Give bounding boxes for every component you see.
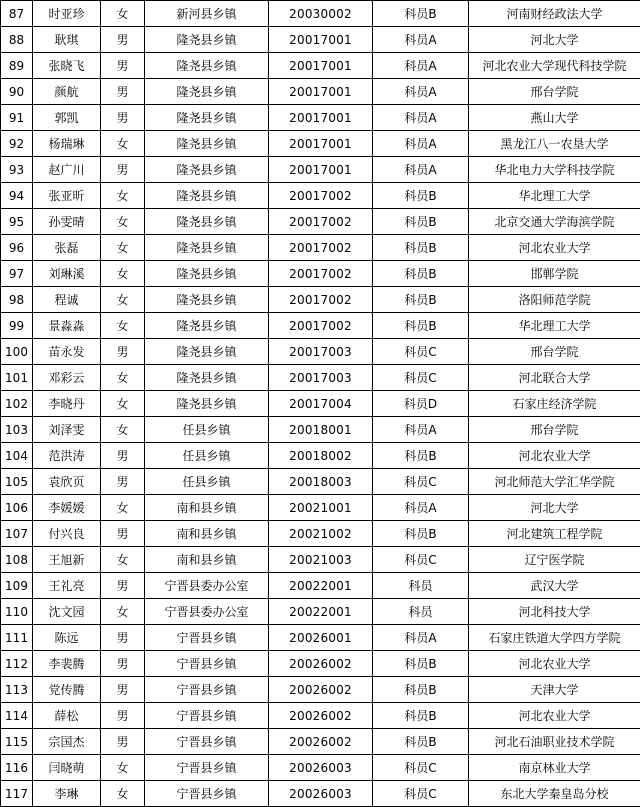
cell-school: 河北农业大学 (469, 703, 640, 729)
cell-name: 闫晓萌 (33, 755, 101, 781)
cell-code: 20030002 (269, 1, 373, 27)
cell-code: 20017004 (269, 391, 373, 417)
cell-code: 20017003 (269, 339, 373, 365)
cell-gender: 男 (101, 729, 145, 755)
cell-code: 20017001 (269, 157, 373, 183)
cell-school: 河北大学 (469, 495, 640, 521)
cell-unit: 隆尧县乡镇 (145, 235, 269, 261)
cell-unit: 隆尧县乡镇 (145, 79, 269, 105)
cell-school: 石家庄铁道大学四方学院 (469, 625, 640, 651)
cell-index: 93 (1, 157, 33, 183)
cell-code: 20018002 (269, 443, 373, 469)
cell-code: 20017001 (269, 131, 373, 157)
cell-school: 石家庄经济学院 (469, 391, 640, 417)
cell-school: 邢台学院 (469, 79, 640, 105)
cell-school: 燕山大学 (469, 105, 640, 131)
cell-gender: 男 (101, 625, 145, 651)
cell-unit: 隆尧县乡镇 (145, 365, 269, 391)
cell-school: 邢台学院 (469, 417, 640, 443)
cell-school: 华北电力大学科技学院 (469, 157, 640, 183)
table-row (1, 131, 640, 157)
cell-gender: 男 (101, 339, 145, 365)
table-row (1, 729, 640, 755)
cell-unit: 隆尧县乡镇 (145, 287, 269, 313)
cell-gender: 男 (101, 53, 145, 79)
cell-name: 苗永发 (33, 339, 101, 365)
cell-code: 20017002 (269, 209, 373, 235)
cell-index: 87 (1, 1, 33, 27)
cell-position: 科员B (373, 183, 469, 209)
cell-unit: 南和县乡镇 (145, 547, 269, 573)
cell-gender: 女 (101, 235, 145, 261)
cell-position: 科员A (373, 27, 469, 53)
roster-table-body (1, 1, 640, 807)
cell-name: 陈远 (33, 625, 101, 651)
cell-index: 100 (1, 339, 33, 365)
cell-index: 98 (1, 287, 33, 313)
cell-code: 20026001 (269, 625, 373, 651)
cell-index: 96 (1, 235, 33, 261)
cell-school: 洛阳师范学院 (469, 287, 640, 313)
cell-gender: 男 (101, 651, 145, 677)
cell-index: 102 (1, 391, 33, 417)
cell-unit: 宁晋县委办公室 (145, 573, 269, 599)
table-row (1, 625, 640, 651)
cell-position: 科员A (373, 625, 469, 651)
table-row (1, 339, 640, 365)
cell-school: 华北理工大学 (469, 313, 640, 339)
table-row (1, 313, 640, 339)
table-row (1, 703, 640, 729)
cell-name: 时亚珍 (33, 1, 101, 27)
table-row (1, 53, 640, 79)
table-row (1, 365, 640, 391)
cell-unit: 宁晋县乡镇 (145, 755, 269, 781)
cell-name: 耿琪 (33, 27, 101, 53)
cell-unit: 南和县乡镇 (145, 495, 269, 521)
table-row (1, 781, 640, 807)
cell-name: 郭凯 (33, 105, 101, 131)
cell-gender: 男 (101, 27, 145, 53)
cell-name: 沈文园 (33, 599, 101, 625)
cell-gender: 女 (101, 755, 145, 781)
cell-position: 科员D (373, 391, 469, 417)
cell-position: 科员C (373, 469, 469, 495)
table-row (1, 755, 640, 781)
cell-school: 河北建筑工程学院 (469, 521, 640, 547)
cell-unit: 宁晋县乡镇 (145, 781, 269, 807)
cell-unit: 南和县乡镇 (145, 521, 269, 547)
table-row (1, 157, 640, 183)
cell-position: 科员 (373, 573, 469, 599)
cell-unit: 宁晋县乡镇 (145, 651, 269, 677)
cell-unit: 隆尧县乡镇 (145, 157, 269, 183)
cell-code: 20017002 (269, 261, 373, 287)
cell-name: 宗国杰 (33, 729, 101, 755)
cell-name: 王礼亮 (33, 573, 101, 599)
cell-school: 河北农业大学 (469, 443, 640, 469)
cell-unit: 宁晋县乡镇 (145, 677, 269, 703)
cell-school: 天津大学 (469, 677, 640, 703)
cell-index: 110 (1, 599, 33, 625)
cell-name: 张磊 (33, 235, 101, 261)
cell-index: 108 (1, 547, 33, 573)
cell-school: 武汉大学 (469, 573, 640, 599)
cell-position: 科员A (373, 157, 469, 183)
table-row (1, 547, 640, 573)
cell-name: 赵广川 (33, 157, 101, 183)
cell-name: 孙雯晴 (33, 209, 101, 235)
cell-position: 科员B (373, 677, 469, 703)
table-row (1, 261, 640, 287)
table-row (1, 209, 640, 235)
cell-school: 河北农业大学 (469, 235, 640, 261)
cell-school: 邢台学院 (469, 339, 640, 365)
cell-code: 20018001 (269, 417, 373, 443)
cell-unit: 宁晋县乡镇 (145, 625, 269, 651)
cell-unit: 隆尧县乡镇 (145, 53, 269, 79)
cell-unit: 隆尧县乡镇 (145, 339, 269, 365)
cell-name: 李琳 (33, 781, 101, 807)
cell-code: 20026002 (269, 651, 373, 677)
cell-code: 20017001 (269, 105, 373, 131)
cell-gender: 男 (101, 443, 145, 469)
cell-school: 河北科技大学 (469, 599, 640, 625)
cell-position: 科员A (373, 417, 469, 443)
table-row (1, 235, 640, 261)
cell-code: 20026003 (269, 755, 373, 781)
cell-code: 20017001 (269, 27, 373, 53)
cell-index: 99 (1, 313, 33, 339)
cell-school: 辽宁医学院 (469, 547, 640, 573)
cell-gender: 女 (101, 313, 145, 339)
cell-school: 黑龙江八一农垦大学 (469, 131, 640, 157)
cell-index: 92 (1, 131, 33, 157)
cell-name: 景淼淼 (33, 313, 101, 339)
cell-index: 103 (1, 417, 33, 443)
cell-gender: 女 (101, 287, 145, 313)
cell-unit: 隆尧县乡镇 (145, 313, 269, 339)
cell-position: 科员A (373, 53, 469, 79)
cell-code: 20017002 (269, 235, 373, 261)
cell-school: 东北大学秦皇岛分校 (469, 781, 640, 807)
cell-position: 科员C (373, 781, 469, 807)
cell-position: 科员B (373, 729, 469, 755)
cell-index: 115 (1, 729, 33, 755)
cell-unit: 新河县乡镇 (145, 1, 269, 27)
cell-index: 106 (1, 495, 33, 521)
cell-gender: 男 (101, 573, 145, 599)
cell-index: 113 (1, 677, 33, 703)
cell-gender: 女 (101, 131, 145, 157)
cell-unit: 宁晋县委办公室 (145, 599, 269, 625)
cell-unit: 隆尧县乡镇 (145, 131, 269, 157)
cell-unit: 隆尧县乡镇 (145, 261, 269, 287)
cell-name: 范洪涛 (33, 443, 101, 469)
cell-index: 91 (1, 105, 33, 131)
cell-position: 科员B (373, 261, 469, 287)
cell-unit: 隆尧县乡镇 (145, 105, 269, 131)
cell-unit: 任县乡镇 (145, 443, 269, 469)
cell-position: 科员C (373, 365, 469, 391)
cell-position: 科员A (373, 79, 469, 105)
cell-position: 科员B (373, 313, 469, 339)
table-row (1, 443, 640, 469)
cell-index: 101 (1, 365, 33, 391)
cell-position: 科员B (373, 287, 469, 313)
table-row (1, 105, 640, 131)
cell-code: 20021002 (269, 521, 373, 547)
cell-position: 科员A (373, 495, 469, 521)
cell-gender: 女 (101, 183, 145, 209)
cell-code: 20026002 (269, 677, 373, 703)
table-row (1, 391, 640, 417)
cell-code: 20026002 (269, 729, 373, 755)
cell-school: 河北石油职业技术学院 (469, 729, 640, 755)
cell-unit: 隆尧县乡镇 (145, 209, 269, 235)
table-row (1, 183, 640, 209)
cell-school: 邯郸学院 (469, 261, 640, 287)
cell-index: 109 (1, 573, 33, 599)
cell-index: 95 (1, 209, 33, 235)
table-row (1, 469, 640, 495)
cell-position: 科员A (373, 105, 469, 131)
cell-position: 科员B (373, 1, 469, 27)
cell-code: 20017002 (269, 287, 373, 313)
cell-name: 刘泽雯 (33, 417, 101, 443)
cell-gender: 女 (101, 781, 145, 807)
cell-gender: 男 (101, 105, 145, 131)
cell-position: 科员B (373, 521, 469, 547)
cell-gender: 女 (101, 1, 145, 27)
cell-gender: 男 (101, 521, 145, 547)
cell-gender: 女 (101, 391, 145, 417)
cell-gender: 女 (101, 261, 145, 287)
cell-index: 94 (1, 183, 33, 209)
cell-code: 20017001 (269, 53, 373, 79)
cell-code: 20017002 (269, 313, 373, 339)
cell-code: 20022001 (269, 573, 373, 599)
cell-name: 邓彩云 (33, 365, 101, 391)
table-row (1, 1, 640, 27)
cell-position: 科员B (373, 209, 469, 235)
cell-school: 南京林业大学 (469, 755, 640, 781)
cell-index: 117 (1, 781, 33, 807)
cell-position: 科员 (373, 599, 469, 625)
cell-school: 河北师范大学汇华学院 (469, 469, 640, 495)
table-row (1, 677, 640, 703)
cell-code: 20021001 (269, 495, 373, 521)
cell-name: 李裴腾 (33, 651, 101, 677)
cell-name: 刘琳溪 (33, 261, 101, 287)
cell-position: 科员B (373, 703, 469, 729)
cell-code: 20017001 (269, 79, 373, 105)
cell-index: 116 (1, 755, 33, 781)
cell-code: 20026002 (269, 703, 373, 729)
table-row (1, 521, 640, 547)
cell-index: 88 (1, 27, 33, 53)
cell-school: 河北大学 (469, 27, 640, 53)
cell-gender: 男 (101, 469, 145, 495)
cell-name: 付兴良 (33, 521, 101, 547)
table-row (1, 27, 640, 53)
cell-index: 114 (1, 703, 33, 729)
cell-position: 科员B (373, 443, 469, 469)
cell-index: 89 (1, 53, 33, 79)
cell-position: 科员B (373, 235, 469, 261)
cell-code: 20026003 (269, 781, 373, 807)
cell-name: 李晓丹 (33, 391, 101, 417)
cell-name: 袁欣页 (33, 469, 101, 495)
cell-unit: 任县乡镇 (145, 417, 269, 443)
cell-index: 111 (1, 625, 33, 651)
cell-school: 河南财经政法大学 (469, 1, 640, 27)
cell-code: 20018003 (269, 469, 373, 495)
table-row (1, 417, 640, 443)
table-row (1, 495, 640, 521)
cell-gender: 男 (101, 79, 145, 105)
cell-unit: 隆尧县乡镇 (145, 27, 269, 53)
cell-gender: 男 (101, 703, 145, 729)
cell-name: 薛松 (33, 703, 101, 729)
cell-unit: 隆尧县乡镇 (145, 391, 269, 417)
cell-index: 97 (1, 261, 33, 287)
cell-index: 104 (1, 443, 33, 469)
cell-gender: 女 (101, 365, 145, 391)
cell-unit: 宁晋县乡镇 (145, 703, 269, 729)
table-row (1, 599, 640, 625)
cell-gender: 女 (101, 599, 145, 625)
table-row (1, 79, 640, 105)
cell-gender: 女 (101, 495, 145, 521)
cell-gender: 女 (101, 417, 145, 443)
cell-code: 20021003 (269, 547, 373, 573)
cell-name: 张亚昕 (33, 183, 101, 209)
cell-index: 105 (1, 469, 33, 495)
cell-gender: 女 (101, 547, 145, 573)
cell-code: 20017003 (269, 365, 373, 391)
cell-position: 科员B (373, 651, 469, 677)
cell-name: 颜航 (33, 79, 101, 105)
cell-school: 北京交通大学海滨学院 (469, 209, 640, 235)
cell-name: 李媛媛 (33, 495, 101, 521)
cell-unit: 宁晋县乡镇 (145, 729, 269, 755)
table-row (1, 651, 640, 677)
cell-index: 112 (1, 651, 33, 677)
cell-position: 科员C (373, 755, 469, 781)
cell-unit: 任县乡镇 (145, 469, 269, 495)
cell-gender: 男 (101, 157, 145, 183)
cell-school: 河北农业大学现代科技学院 (469, 53, 640, 79)
table-row (1, 573, 640, 599)
cell-school: 河北联合大学 (469, 365, 640, 391)
cell-name: 张晓飞 (33, 53, 101, 79)
cell-code: 20017002 (269, 183, 373, 209)
cell-index: 90 (1, 79, 33, 105)
cell-position: 科员A (373, 131, 469, 157)
cell-unit: 隆尧县乡镇 (145, 183, 269, 209)
cell-name: 程诚 (33, 287, 101, 313)
cell-position: 科员C (373, 547, 469, 573)
cell-index: 107 (1, 521, 33, 547)
cell-school: 华北理工大学 (469, 183, 640, 209)
cell-name: 杨瑞琳 (33, 131, 101, 157)
cell-name: 王旭新 (33, 547, 101, 573)
table-row (1, 287, 640, 313)
cell-school: 河北农业大学 (469, 651, 640, 677)
cell-name: 党传腾 (33, 677, 101, 703)
cell-gender: 男 (101, 677, 145, 703)
cell-gender: 女 (101, 209, 145, 235)
cell-code: 20022001 (269, 599, 373, 625)
cell-position: 科员C (373, 339, 469, 365)
